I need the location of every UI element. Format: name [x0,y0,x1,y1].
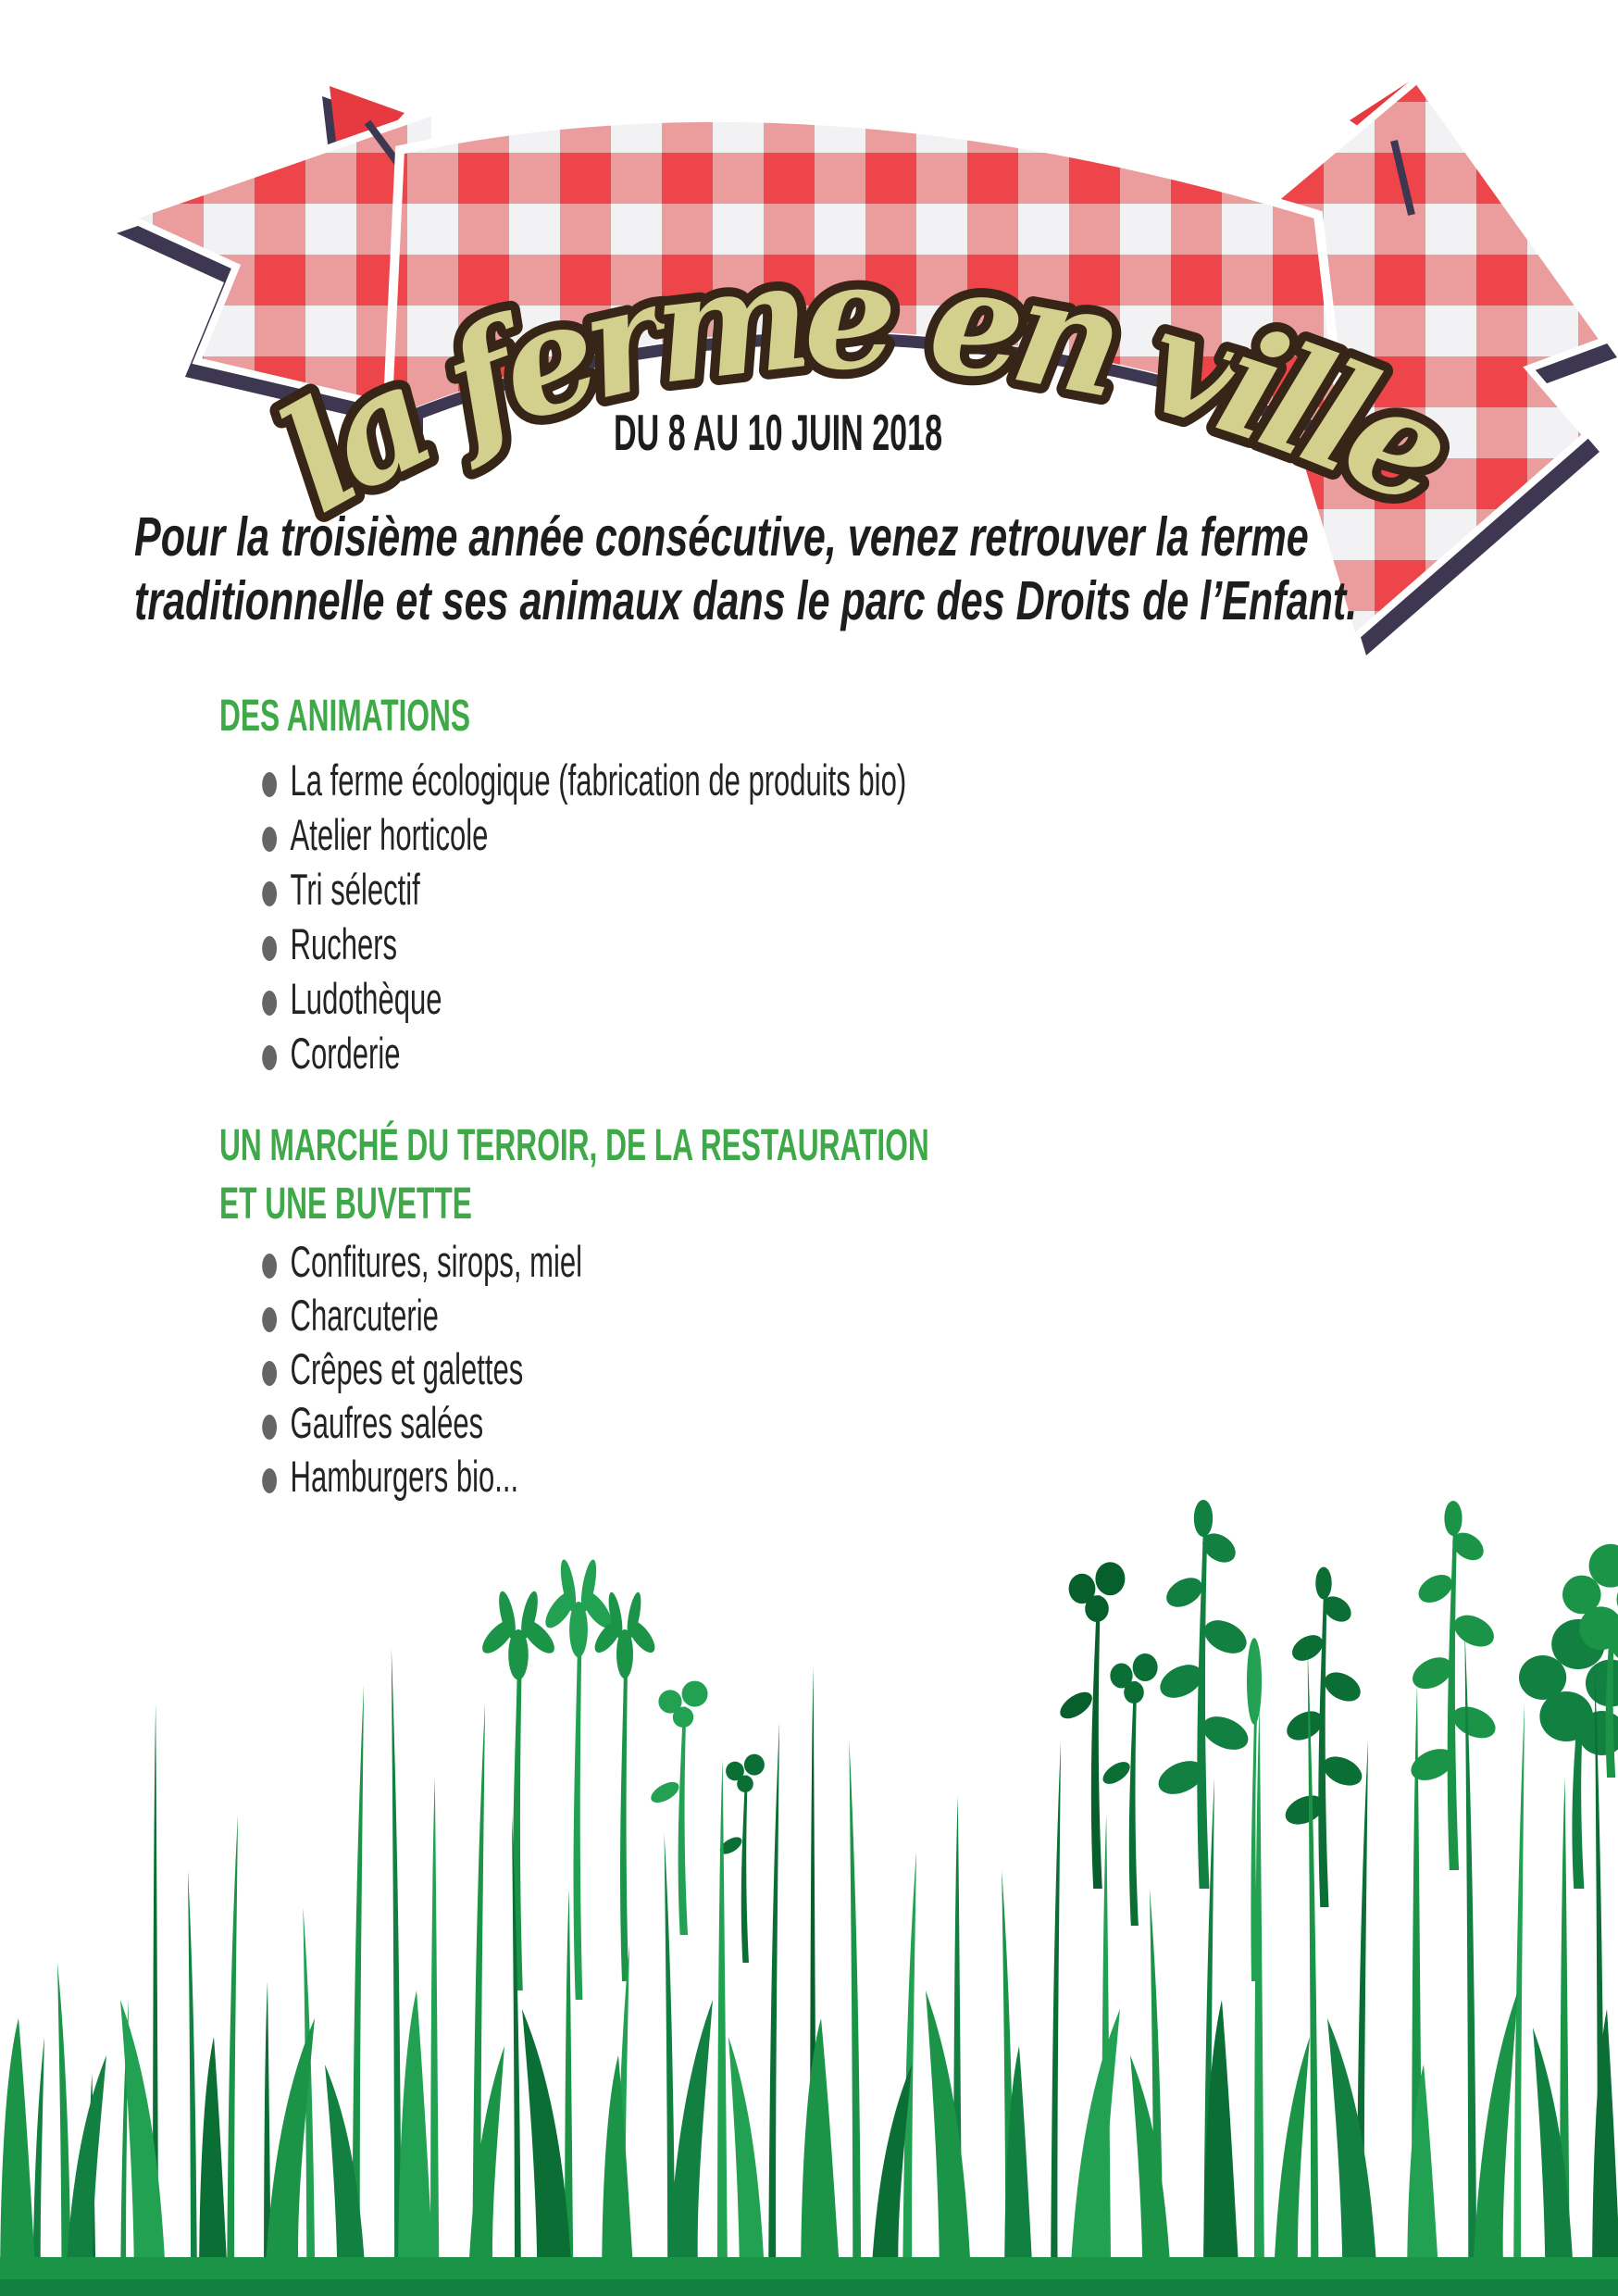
heading-line-2: ET UNE BUVETTE [219,1179,472,1229]
flower-silhouettes [479,1500,1618,2000]
bullet-icon [262,1307,277,1332]
grass-illustration [0,1500,1618,2296]
list-item-label: Crêpes et galettes [290,1344,524,1393]
list-item-label: Corderie [290,1029,401,1078]
bullet-icon [262,1415,277,1440]
bullet-icon [262,881,277,906]
bullet-icon [262,827,277,852]
bullet-icon [262,1254,277,1279]
animations-list [219,753,906,1080]
intro-line-2: traditionnelle et ses animaux dans le parc des Droits de l’Enfant. [134,570,1358,631]
section-animations-heading: DES ANIMATIONS [219,692,471,741]
list-item-label: Charcuterie [290,1291,439,1340]
list-item [219,1396,929,1450]
page-title: la ferme en ville [253,231,1466,546]
intro-line-1: Pour la troisième année consécutive, venez retrouver la ferme [134,506,1309,568]
bullet-icon [262,772,277,797]
list-item [219,807,906,862]
heading-line-1: UN MARCHÉ DU TERROIR, DE LA RESTAURATION [219,1121,929,1170]
bullet-icon [262,1045,277,1070]
section-marche [219,1117,929,1504]
section-animations [219,687,906,1080]
marche-list [219,1235,929,1504]
list-item [219,917,906,971]
list-item-label: Atelier horticole [290,810,489,859]
list-item-label: La ferme écologique (fabrication de produits bio) [290,755,907,805]
bullet-icon [262,1361,277,1386]
bullet-icon [262,1468,277,1493]
grass-fringe [0,1990,1618,2296]
event-date: DU 8 AU 10 JUIN 2018 [614,404,943,461]
list-item [219,1289,929,1342]
list-item [219,862,906,917]
intro-text [134,505,1357,633]
list-item [219,1235,929,1289]
list-item [219,1026,906,1080]
list-item [219,1450,929,1504]
list-item-label: Hamburgers bio... [290,1452,519,1501]
list-item [219,971,906,1026]
list-item-label: Tri sélectif [290,865,420,914]
list-item [219,1342,929,1396]
bullet-icon [262,991,277,1016]
list-item-label: Gaufres salées [290,1398,484,1447]
bullet-icon [262,936,277,961]
list-item-label: Confitures, sirops, miel [290,1237,583,1286]
list-item-label: Ruchers [290,919,398,968]
list-item-label: Ludothèque [290,974,442,1023]
list-item [219,753,906,807]
section-marche-heading [219,1117,929,1233]
